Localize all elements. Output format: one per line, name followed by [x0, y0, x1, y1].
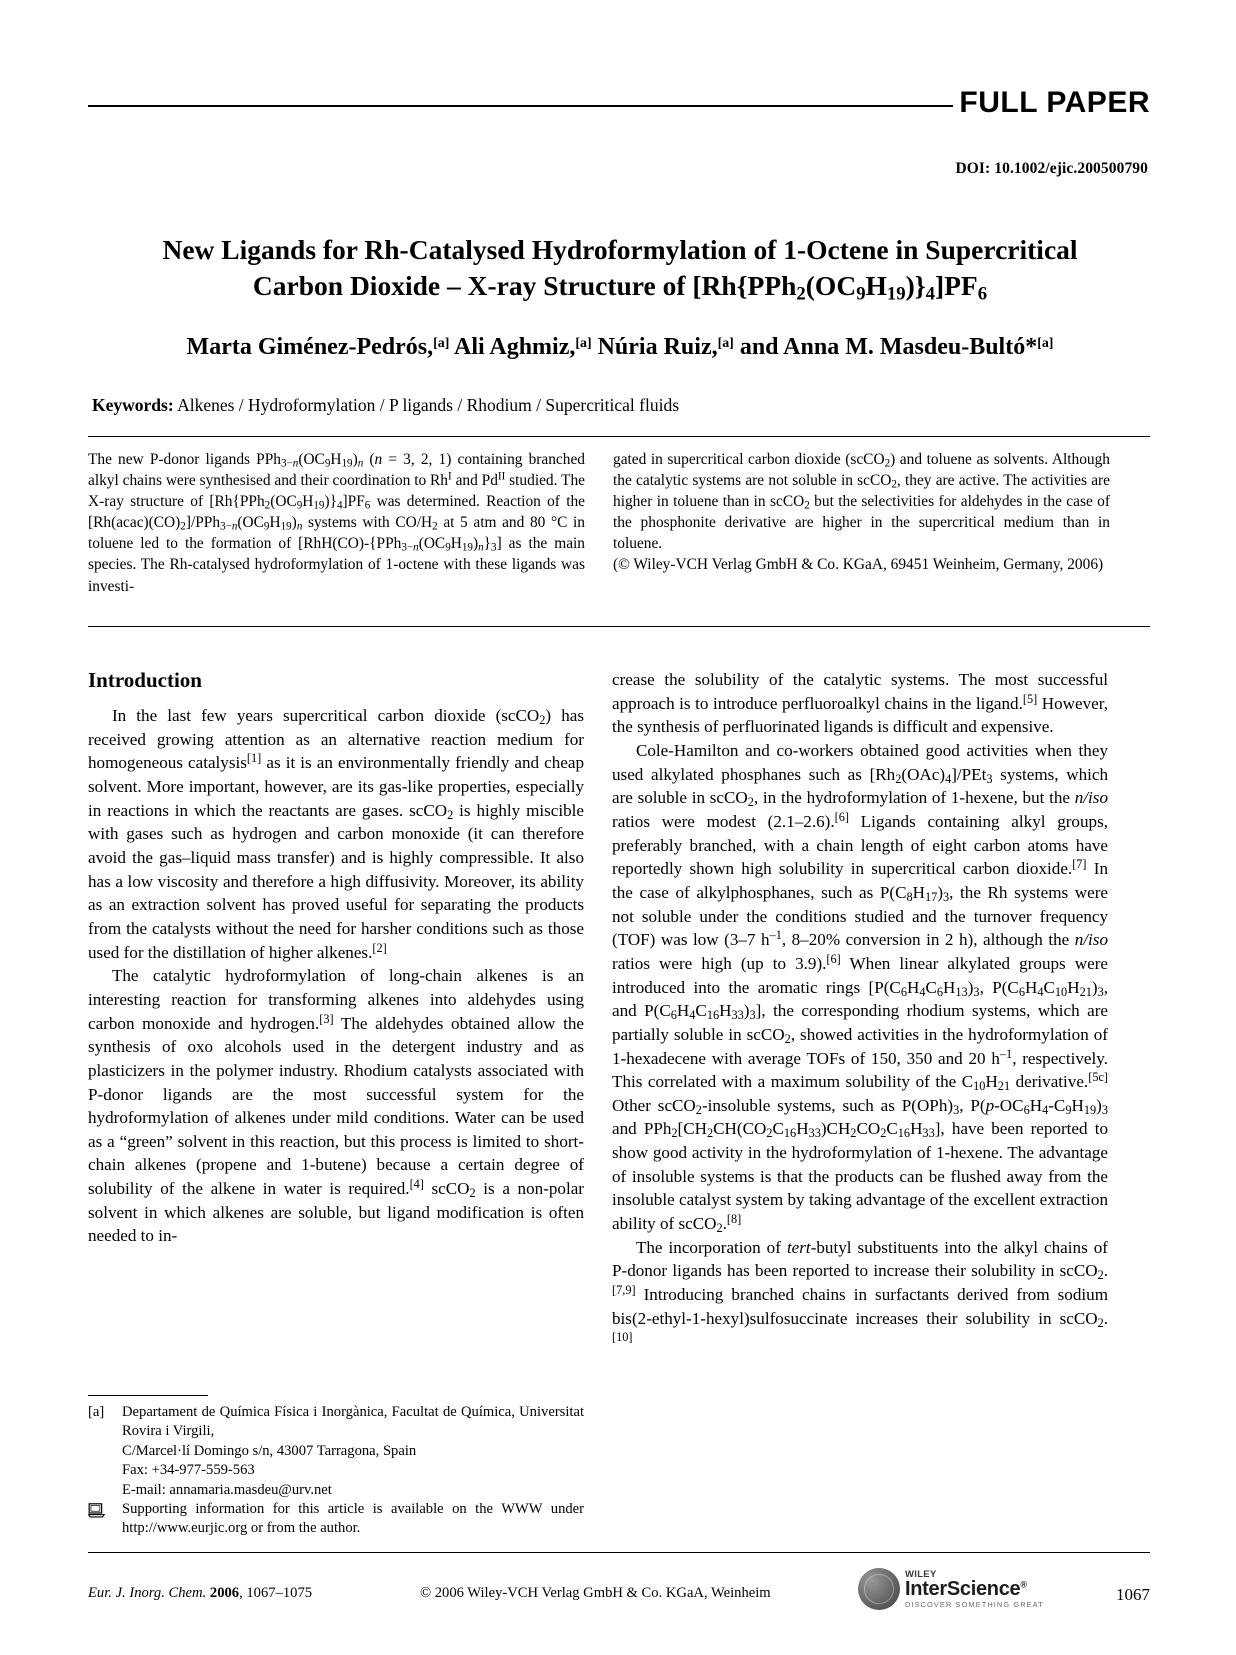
footnote-address	[88, 1442, 584, 1461]
body-columns	[88, 668, 1150, 1354]
author-list	[100, 332, 1140, 362]
page-title	[100, 232, 1140, 304]
keywords	[92, 394, 1150, 416]
abstract-top-rule	[88, 436, 1150, 437]
author-4-affil: [a]	[1037, 335, 1054, 351]
page-footer	[88, 1565, 1150, 1619]
abstract	[88, 449, 1150, 597]
abstract-text-left: The new P-donor ligands $PPh_{3-n}(OC_9H_{19})_n$ (n = 3, 2, 1) containing branched alkyl chains were synthesised and their coordination to $Rh^I$ and $Pd^{II}$ studied. The X-ray structure of $[Rh\{PPh_2(OC_9H_{19})\}_4]PF_6$ was determined. Reaction of the $[Rh(acac)(CO)_2]/PPh_{3-n}(OC_9H_{19})_n$ systems with $CO/H_2$ at 5 atm and 80 °C in toluene led to the formation of $[RhH(CO)-\{PPh_{3-n}(OC_9H_{19})_n\}_3]$ as the main species. The Rh-catalysed hydroformylation of 1-octene with these ligands was investi-	[88, 451, 586, 595]
title-line-1: New Ligands for Rh-Catalysed Hydroformylation of 1-Octene in Supercritical	[162, 234, 1078, 265]
author-2-affil: [a]	[575, 335, 592, 351]
footnote-supporting-info	[88, 1500, 584, 1539]
footnote-supporting-text: Supporting information for this article is available on the WWW under http://www.eurjic.org or from the author.	[122, 1501, 584, 1537]
footnote-email	[88, 1481, 584, 1500]
interscience-wordmark: InterScience®	[905, 1578, 1027, 1601]
globe-icon	[858, 1568, 900, 1610]
wiley-wordmark: WILEY	[905, 1568, 937, 1580]
abstract-bottom-rule	[88, 626, 1150, 627]
author-3: Núria Ruiz,	[597, 334, 718, 360]
footer-copyright: © 2006 Wiley-VCH Verlag GmbH & Co. KGaA, Weinheim	[420, 1585, 771, 1601]
body-paragraph-right-1: crease the solubility of the catalytic systems. The most successful approach is to introduce perfluoroalkyl chains in the ligand.[5] However, the synthesis of perfluorinated ligands is difficult and expensive.	[612, 670, 1108, 737]
running-head-rule	[88, 105, 953, 107]
keywords-label: Keywords:	[92, 395, 174, 415]
footer-citation	[88, 1585, 312, 1602]
footnote-marker: [a]	[88, 1404, 105, 1420]
body-paragraph-right-2: Cole-Hamilton and co-workers obtained good activities when they used alkylated phosphanes such as $[Rh_2(OAc)_4]/PEt_3$ systems, which are soluble in scCO$_2$, in the hydroformylation of 1-hexene, but the n/iso ratios were modest (2.1–2.6).[6] Ligands containing alkyl groups, preferably branched, with a chain length of eight carbon atoms have reportedly shown high solubility in supercritical carbon dioxide.[7] In the case of alkylphosphanes, such as $P(C_8H_{17})_3$, the Rh systems were not soluble under the conditions studied and the turnover frequency (TOF) was low (3–7 $h^{-1}$, 8–20% conversion in 2 h), although the n/iso ratios were high (up to 3.9).[6] When linear alkylated groups were introduced into the aromatic rings [$P(C_6H_4C_6H_{13})_3$, $P(C_6H_4C_{10}H_{21})_3$, and $P(C_6H_4C_{16}H_{33})_3$], the corresponding rhodium systems, which are partially soluble in scCO$_2$, showed activities in the hydroformylation of 1-hexadecene with average TOFs of 150, 350 and 20 $h^{-1}$, respectively. This correlated with a maximum solubility of the $C_{10}H_{21}$ derivative.[5c] Other scCO$_2$-insoluble systems, such as $P(OPh)_3$, $P(p-OC_6H_4-C_9H_{19})_3$ and $PPh_2[CH_2CH(CO_2C_{16}H_{33})CH_2CO_2C_{16}H_{33}]$, have been reported to show good activity in the hydroformylation of 1-hexene. The advantage of insoluble systems is that the products can be flushed away from the insoluble catalyst system by taking advantage of the excellent extraction ability of scCO$_2$.[8]	[612, 740, 1109, 1236]
footer-pages: , 1067–1075	[239, 1585, 313, 1601]
footnote-line-3: Fax: +34-977-559-563	[122, 1462, 255, 1479]
abstract-column-right	[613, 449, 1110, 597]
footnote-affiliation-text	[122, 1403, 584, 1442]
footnote-line-2: C/Marcel·lí Domingo s/n, 43007 Tarragona, Spain	[122, 1442, 417, 1459]
abstract-text-right: gated in supercritical carbon dioxide (scCO$_2$) and toluene as solvents. Although the catalytic systems are not soluble in scCO$_2$, they are active. The activities are higher in toluene than in scCO$_2$ but the selectivities for aldehydes in the case of the phosphonite derivative are higher in the supercritical medium than in toluene. (© Wiley-VCH Verlag GmbH & Co. KGaA, 69451 Weinheim, Germany, 2006)	[613, 451, 1110, 574]
body-paragraph-right-3: The incorporation of tert-butyl substituents into the alkyl chains of P-donor ligands has been reported to increase their solubility in scCO$_2$.[7,9] Introducing branched chains in surfactants derived from sodium bis(2-ethyl-1-hexyl)sulfosuccinate increases their solubility in scCO$_2$.[10]	[612, 1237, 1108, 1345]
running-head	[88, 74, 1150, 118]
title-line-2: Carbon Dioxide – X-ray Structure of $[Rh\{PPh_2(OC_9H_{19})\}_4]PF_6$	[252, 270, 988, 305]
keywords-value: Alkenes / Hydroformylation / P ligands / Rhodium / Supercritical fluids	[177, 395, 680, 415]
footnote-rule	[88, 1395, 208, 1396]
footnote-line-1: Departament de Química Física i Inorgànica, Facultat de Química, Universitat Rovira i Virgili,	[122, 1404, 584, 1440]
footnote-affiliation	[88, 1403, 584, 1442]
body-paragraph-left-2: The catalytic hydroformylation of long-chain alkenes is an interesting reaction for transforming alkenes into aldehydes using carbon monoxide and hydrogen.[3] The aldehydes obtained allow the synthesis of oxo alcohols used in the detergent industry and as plasticizers in the polymer industry. Rhodium catalysts associated with P-donor ligands are the most successful system for the hydroformylation of alkenes under mild conditions. Water can be used as a “green” solvent in this reaction, but this process is limited to short-chain alkenes (propene and 1-butene) because a certain degree of solubility of the alkene in water is required.[4] scCO$_2$ is a non-polar solvent in which alkenes are soluble, but ligand modification is often needed to in-	[88, 966, 585, 1246]
author-1-affil: [a]	[433, 335, 450, 351]
interscience-logo-text	[905, 1570, 1044, 1609]
abstract-column-left	[88, 449, 585, 597]
section-heading-introduction: Introduction	[88, 668, 202, 692]
body-column-left	[88, 668, 584, 1354]
footnote-block	[88, 1395, 584, 1539]
footer-rule	[88, 1552, 1150, 1553]
computer-monitor-icon	[88, 1500, 122, 1524]
author-2: Ali Aghmiz,	[454, 334, 576, 360]
doi-text: DOI: 10.1002/ejic.200500790	[955, 160, 1148, 177]
interscience-logo	[858, 1565, 1066, 1613]
footnote-fax	[88, 1461, 584, 1480]
footer-journal: Eur. J. Inorg. Chem.	[88, 1585, 207, 1601]
page-number: 1067	[1116, 1585, 1150, 1604]
body-paragraph-left-1: In the last few years supercritical carbon dioxide (scCO$_2$) has received growing attention as an alternative reaction medium for homogeneous catalysis[1] as it is an environmentally friendly and cheap solvent. More important, however, are its gas-like properties, especially in reactions in which the reactants are gases. scCO$_2$ is highly miscible with gases such as hydrogen and carbon monoxide (it can therefore avoid the gas–liquid mass transfer) and is highly compressible. It also has a low viscosity and therefore a high diffusivity. Moreover, its ability as an extraction solvent has proved useful for separating the products from the catalysts without the need for harsher conditions such as those used for the distillation of higher alkenes.[2]	[88, 706, 584, 962]
author-1: Marta Giménez-Pedrós,	[186, 334, 434, 360]
footer-year: 2006	[209, 1585, 240, 1601]
interscience-tagline: DISCOVER SOMETHING GREAT	[905, 1600, 1044, 1610]
author-4: and Anna M. Masdeu-Bultó*	[739, 334, 1038, 360]
body-column-right	[612, 668, 1108, 1354]
running-head-title: FULL PAPER	[959, 86, 1150, 119]
author-3-affil: [a]	[717, 335, 734, 351]
footnote-line-4[interactable]: E-mail: annamaria.masdeu@urv.net	[122, 1481, 332, 1498]
